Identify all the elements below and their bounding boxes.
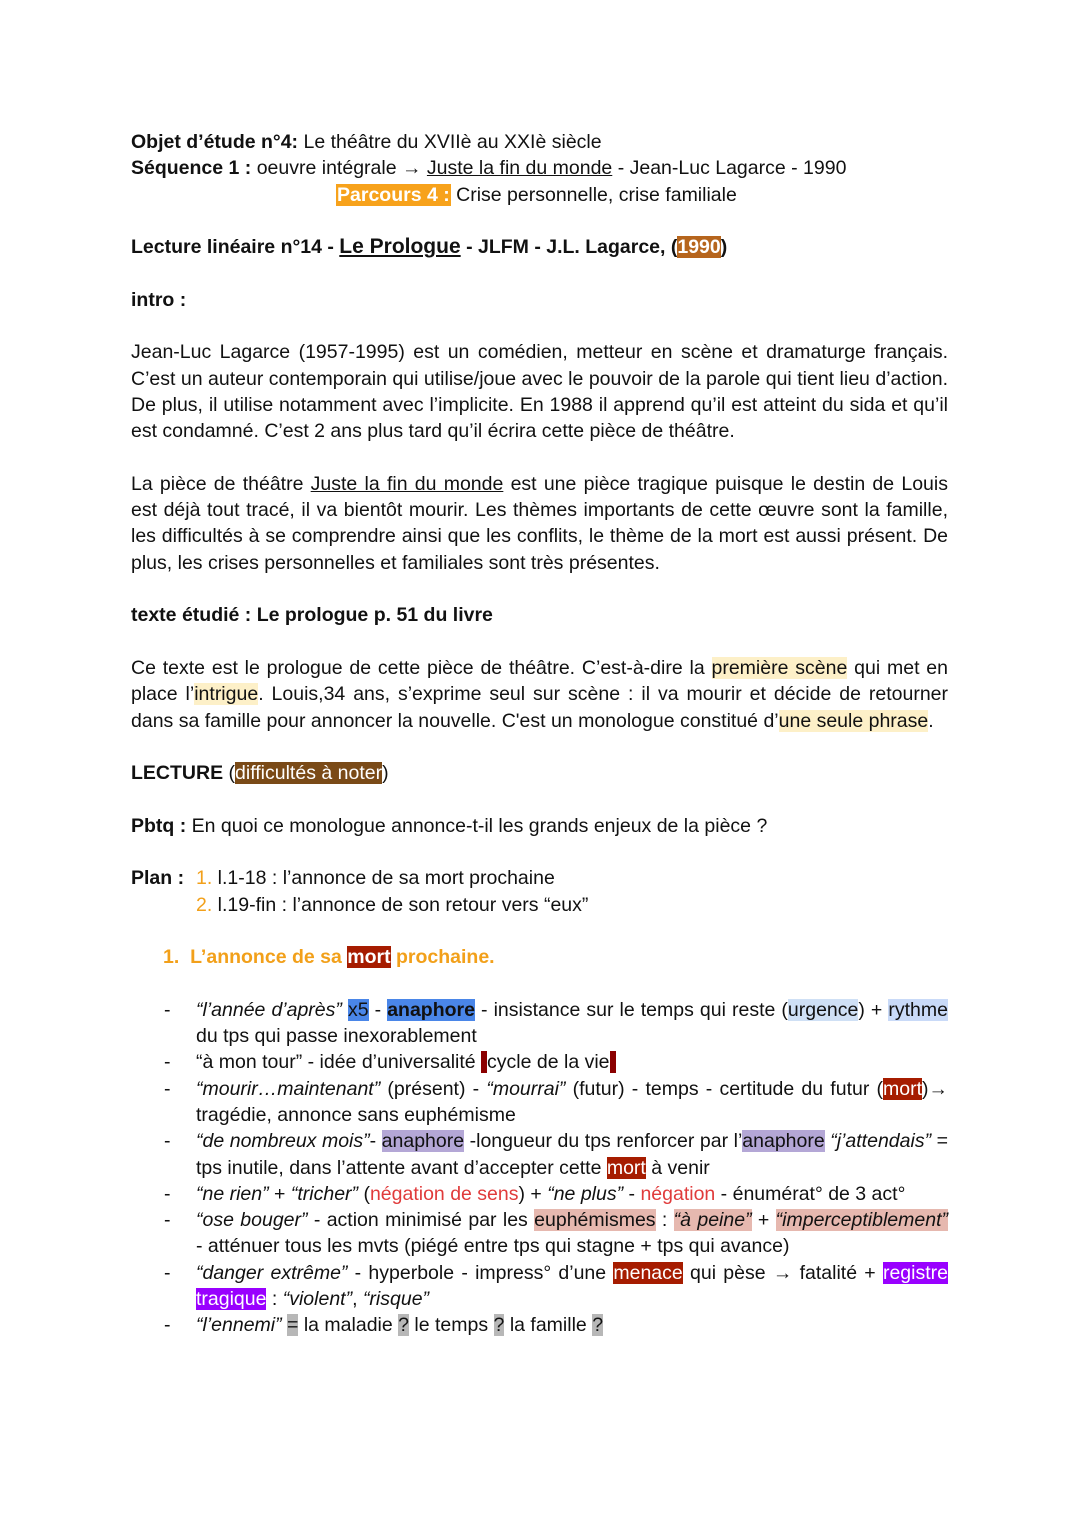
objet-line: [131, 129, 948, 155]
hl-mort: mort: [883, 1077, 923, 1100]
prologue-hl-premiere-scene: première scène: [711, 656, 848, 679]
hl-registre-tragique: registre tragique: [196, 1261, 948, 1311]
text: - action minimisé par les: [307, 1209, 535, 1232]
prologue-hl-une-seule-phrase: une seule phrase: [778, 709, 929, 732]
pbtq-line: [131, 813, 948, 839]
sequence-label: Séquence 1 :: [131, 157, 252, 180]
lecture-title-main: Le Prologue: [339, 235, 461, 259]
lecture-line: [131, 760, 948, 786]
parcours-label: Parcours 4 :: [337, 183, 450, 206]
plan: [131, 865, 948, 918]
hl-rythme: rythme: [888, 998, 948, 1021]
hl-mort: mort: [606, 1156, 646, 1179]
plan-item: [196, 865, 948, 891]
lecture-title-mid: - JLFM - J.L. Lagarce, (: [460, 236, 678, 259]
sequence-pre: oeuvre intégrale →: [251, 157, 427, 180]
text: - insistance sur le temps qui reste (: [474, 998, 788, 1021]
text: la maladie: [298, 1314, 399, 1337]
text: qui pèse → fatalité +: [682, 1261, 883, 1284]
hl-anaphore: anaphore: [742, 1130, 825, 1153]
prologue-hl-intrigue: intrigue: [194, 683, 259, 706]
texte-etudie: texte étudié : Le prologue p. 51 du livre: [131, 604, 493, 627]
hl-anaphore: anaphore: [381, 1130, 465, 1153]
quote: “violent”: [282, 1288, 353, 1311]
parcours-line: [131, 182, 948, 208]
text: +: [751, 1209, 776, 1232]
quote: “l’ennemi”: [196, 1314, 282, 1337]
text: ) +: [858, 998, 889, 1021]
lecture-note: difficultés à noter: [235, 762, 383, 785]
quote: “mourir…maintenant”: [196, 1077, 381, 1100]
list-item: [131, 1207, 948, 1260]
text: ,: [352, 1288, 363, 1311]
section-post: prochaine.: [390, 946, 495, 969]
parcours-text: Crise personnelle, crise familiale: [450, 183, 737, 206]
text: - atténuer tous les mvts (piégé entre tps qui stagne + tps qui avance): [196, 1235, 790, 1258]
negation-de-sens: négation de sens: [369, 1182, 519, 1205]
objet-label: Objet d’étude n°4:: [131, 131, 299, 153]
sequence-line: [131, 155, 948, 181]
section-pre: L’annonce de sa: [179, 946, 348, 969]
quote-a-peine: “à peine”: [673, 1209, 752, 1232]
list-item: [131, 1260, 948, 1313]
intro-p2-post: est une pièce tragique puisque le destin de Louis est déjà tout tracé, il va bientôt mourir. Les thèmes importants de cette œuvre sont la famille, les difficultés à se comprendre ainsi que les conflits, le thème de la mort est aussi présent. De plus, les crises personnelles et familiales sont très présentes.: [131, 472, 948, 574]
quote: “danger extrême”: [196, 1261, 348, 1284]
hl-cycle-de-la-vie: cycle de la vie: [481, 1051, 615, 1073]
plan-item-text: l.19-fin : l’annonce de son retour vers “eux”: [212, 893, 589, 916]
plan-item-num: 2.: [196, 893, 213, 916]
hl-euphemismes: euphémismes: [534, 1209, 656, 1232]
lecture-title-suffix: ): [720, 236, 728, 259]
section-1-title: [131, 944, 948, 970]
text: :: [266, 1288, 283, 1311]
text: à venir: [645, 1156, 710, 1179]
sequence-post: - Jean-Luc Lagarce - 1990: [612, 157, 847, 180]
sequence-title: Juste la fin du monde: [426, 157, 613, 180]
hl-question: ?: [592, 1314, 604, 1337]
text: = tps inutile, dans l’attente avant d’accepter cette: [196, 1130, 948, 1179]
intro-p2-title: Juste la fin du monde: [310, 472, 504, 495]
prologue-paragraph: [131, 655, 948, 734]
plan-item: [196, 892, 948, 918]
intro-p2-pre: La pièce de théâtre: [131, 472, 311, 495]
lecture-label: LECTURE: [131, 762, 224, 785]
quote: “tricher”: [290, 1182, 359, 1205]
text: la famille: [504, 1314, 593, 1337]
quote: “ne plus”: [547, 1182, 624, 1205]
hl-equals: =: [287, 1314, 299, 1337]
analysis-list: [131, 997, 948, 1339]
hl-x5: x5: [347, 998, 369, 1021]
pbtq-label: Pbtq :: [131, 814, 187, 837]
quote: “ose bouger”: [196, 1209, 308, 1232]
hl-anaphore: anaphore: [387, 998, 475, 1021]
lecture-title: [131, 234, 948, 260]
text: +: [268, 1182, 291, 1205]
prologue-d: .: [928, 709, 934, 732]
plan-items: [196, 865, 948, 918]
lecture-close: ): [382, 762, 389, 785]
negation: négation: [640, 1182, 716, 1205]
prologue-c: . Louis,34 ans, s’exprime seul sur scène : il va mourir et décide de retourner dans sa famille pour annoncer la nouvelle. C'est un monologue constitué d’: [131, 683, 948, 732]
list-item: [131, 997, 948, 1050]
document-content: [131, 129, 948, 1339]
lecture-open: (: [223, 762, 236, 785]
text: -: [369, 1130, 382, 1153]
quote: “de nombreux mois”: [196, 1130, 370, 1153]
text: -: [623, 1182, 641, 1205]
text: - hyperbole - impress° d’une: [347, 1261, 614, 1284]
text: du tps qui passe inexorablement: [196, 1025, 477, 1048]
text: :: [655, 1209, 674, 1232]
quote: “ne rien”: [196, 1182, 269, 1205]
text: )→ tragédie, annonce sans euphémisme: [196, 1077, 949, 1126]
lecture-title-prefix: Lecture linéaire n°14 -: [131, 236, 340, 259]
text: (: [358, 1182, 370, 1205]
quote: “risque”: [362, 1288, 430, 1311]
section-hl-mort: mort: [347, 946, 391, 969]
list-item: [131, 1049, 948, 1075]
text: le temps: [409, 1314, 494, 1337]
intro-paragraph-2: [131, 471, 948, 576]
intro-paragraph-1: Jean-Luc Lagarce (1957-1995) est un comédien, metteur en scène et dramaturge français. C’est un auteur contemporain qui utilise/joue avec le pouvoir de la parole qui tient lieu d’action. De plus, il utilise notamment avec l’implicite. En 1988 il apprend qu’il est atteint du sida et qu’il est condamné. C’est 2 ans plus tard qu’il écrira cette pièce de théâtre.: [131, 341, 948, 443]
text: ) +: [518, 1182, 548, 1205]
quote: “mourrai”: [486, 1077, 566, 1100]
hl-urgence: urgence: [787, 998, 859, 1021]
quote-imperceptiblement: “imperceptiblement”: [775, 1209, 948, 1232]
list-item: [131, 1181, 948, 1207]
text: - énumérat° de 3 act°: [715, 1182, 906, 1205]
pbtq-text: En quoi ce monologue annonce-t-il les grands enjeux de la pièce ?: [186, 814, 768, 837]
hl-question: ?: [493, 1314, 505, 1337]
text: (présent) -: [380, 1077, 487, 1100]
hl-question: ?: [398, 1314, 409, 1337]
list-item: [131, 1312, 948, 1338]
plan-label: Plan :: [131, 867, 185, 890]
quote: “j’attendais”: [830, 1130, 932, 1153]
lecture-year: 1990: [677, 236, 721, 259]
hl-menace: menace: [613, 1261, 683, 1284]
quote: “l’année d’après”: [196, 998, 342, 1021]
sep: -: [368, 998, 388, 1021]
text: -longueur du tps renforcer par l’: [464, 1130, 743, 1153]
text: “à mon tour” - idée d’universalité: [196, 1051, 482, 1074]
objet-text: Le théâtre du XVIIè au XXIè siècle: [298, 131, 602, 153]
section-num: 1.: [163, 946, 180, 969]
intro-label: intro :: [131, 288, 187, 311]
plan-item-text: l.1-18 : l’annonce de sa mort prochaine: [212, 867, 555, 890]
list-item: [131, 1128, 948, 1181]
plan-item-num: 1.: [196, 867, 213, 890]
text: (futur) - temps - certitude du futur (: [565, 1077, 884, 1100]
prologue-a: Ce texte est le prologue de cette pièce de théâtre. C’est-à-dire la: [131, 656, 712, 679]
prologue-b: qui met en place l’: [131, 656, 948, 706]
list-item: [131, 1076, 948, 1129]
